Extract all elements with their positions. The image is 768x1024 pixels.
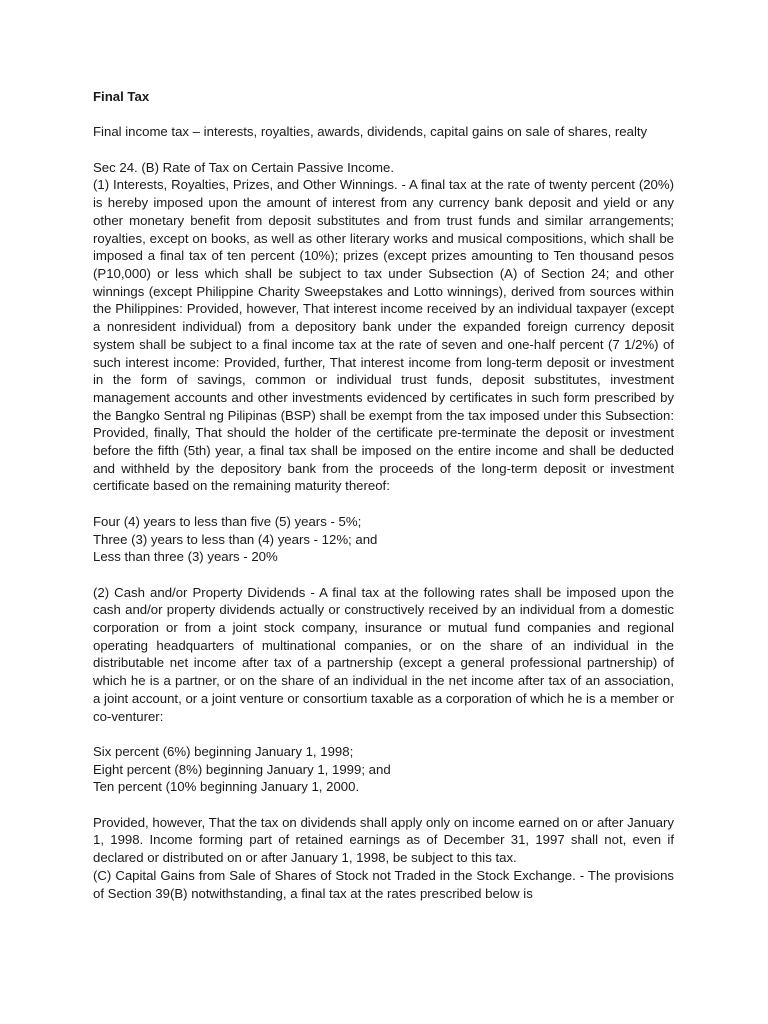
dividend-rate-line: Six percent (6%) beginning January 1, 1998; <box>93 743 354 759</box>
document-page <box>93 88 674 902</box>
maturity-rate-line: Less than three (3) years - 20% <box>93 549 278 565</box>
spacer <box>93 796 674 814</box>
capital-gains-paragraph: (C) Capital Gains from Sale of Shares of Stock not Traded in the Stock Exchange. - The provisions of Section 39(B) notwithstanding, a final tax at the rates prescribed below is <box>93 867 674 901</box>
proviso-paragraph: Provided, however, That the tax on dividends shall apply only on income earned on or after January 1, 1998. Income forming part of retained earnings as of December 31, 1997 shall not, even if declared or distributed on or after January 1, 1998, be subject to this tax. <box>93 814 674 866</box>
dividend-rate-line: Eight percent (8%) beginning January 1, 1999; and <box>93 761 391 777</box>
spacer <box>93 566 674 584</box>
maturity-rate-line: Four (4) years to less than five (5) years - 5%; <box>93 513 362 529</box>
spacer <box>93 725 674 743</box>
dividends-paragraph: (2) Cash and/or Property Dividends - A final tax at the following rates shall be imposed upon the cash and/or property dividends actually or constructively received by an individual from a domestic corporation or from a joint stock company, insurance or mutual fund companies and regional operating headquarters of multinational companies, or on the share of an individual in the distributable net income after tax of a partnership (except a general professional partnership) of which he is a partner, or on the share of an individual in the net income after tax of an association, a joint account, or a joint venture or consortium taxable as a corporation of which he is a member or co-venturer: <box>93 584 674 724</box>
section-heading: Sec 24. (B) Rate of Tax on Certain Passive Income. <box>93 159 395 175</box>
dividend-rate-line: Ten percent (10% beginning January 1, 2000. <box>93 779 360 795</box>
maturity-rate-line: Three (3) years to less than (4) years - 12%; and <box>93 531 378 547</box>
intro-paragraph: Final income tax – interests, royalties, awards, dividends, capital gains on sale of shares, realty <box>93 124 648 140</box>
interests-paragraph: (1) Interests, Royalties, Prizes, and Other Winnings. - A final tax at the rate of twenty percent (20%) is hereby imposed upon the amount of interest from any currency bank deposit and yield or any other monetary benefit from deposit substitutes and from trust funds and similar arrangements; royalties, except on books, as well as other literary works and musical compositions, which shall be imposed a final tax of ten percent (10%); prizes (except prizes amounting to Ten thousand pesos (P10,000) or less which shall be subject to tax under Subsection (A) of Section 24; and other winnings (except Philippine Charity Sweepstakes and Lotto winnings), derived from sources within the Philippines: Provided, however, That interest income received by an individual taxpayer (except a nonresident individual) from a depository bank under the expanded foreign currency deposit system shall be subject to a final income tax at the rate of seven and one-half percent (7 1/2%) of such interest income: Provided, further, That interest income from long-term deposit or investment in the form of savings, common or individual trust funds, deposit substitutes, investment management accounts and other investments evidenced by certificates in such form prescribed by the Bangko Sentral ng Pilipinas (BSP) shall be exempt from the tax imposed under this Subsection: Provided, finally, That should the holder of the certificate pre-terminate the deposit or investment before the fifth (5th) year, a final tax shall be imposed on the entire income and shall be deducted and withheld by the depository bank from the proceeds of the long-term deposit or investment certificate based on the remaining maturity thereof: <box>93 177 674 494</box>
spacer <box>93 141 674 159</box>
document-title: Final Tax <box>93 89 150 104</box>
spacer <box>93 495 674 513</box>
